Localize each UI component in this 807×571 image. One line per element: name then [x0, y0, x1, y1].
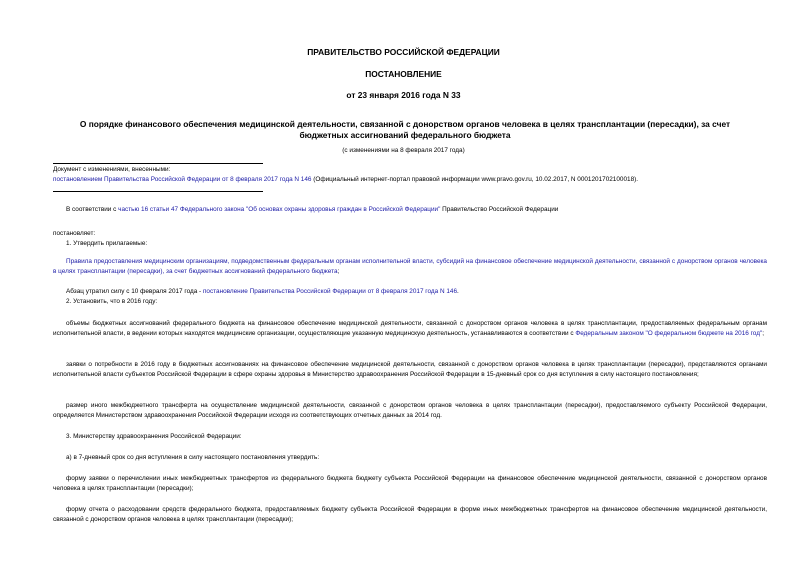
changes-source [53, 175, 767, 185]
paragraph-resolves: постановляет: [53, 230, 96, 237]
transfer-text: размер иного межбюджетного трансферта на осуществление медицинской деятельности, связанной с донорством органов человека в целях трансплантации (пересадки), предоставляемого субъекту Российской Федерации, определяется Министерством здравоохранения Российской Федерации исходя из соответствующих отчетных данных за 2014 год. [53, 402, 767, 419]
paragraph-rules [53, 257, 767, 276]
government-heading: ПРАВИТЕЛЬСТВО РОССИЙСКОЙ ФЕДЕРАЦИИ [307, 47, 500, 57]
rules-link[interactable]: Правила предоставления медицинским организациям, подведомственным федеральным органам исполнительной власти, субсидий на финансовое обеспечение медицинской деятельности, связанной с донорством органов человека в целях трансплантации (пересадки), за счет бюджетных ассигнований федерального бюджета [53, 258, 767, 275]
paragraph-transfer [53, 401, 767, 420]
paragraph-form-request [53, 474, 767, 493]
repealed-tail: . [457, 288, 459, 295]
requests-text: заявки о потребности в 2016 году в бюджетных ассигнованиях на финансовое обеспечение медицинской деятельности, связанной с донорством органов человека в целях трансплантации (пересадки), представляются органами исполнительной власти субъектов Российской Федерации в сфере охраны здоровья в Министерство здравоохранения Российской Федерации в 15-дневный срок со дня вступления в силу настоящего постановления; [53, 361, 767, 378]
form-report-text: форму отчета о расходовании средств федерального бюджета, предоставляемых бюджету субъекта Российской Федерации в форме иных межбюджетных трансфертов на финансовое обеспечение медицинской деятельности, связанной с донорством органов человека в целях трансплантации (пересадки); [53, 506, 767, 523]
preamble-tail: Правительство Российской Федерации [440, 206, 559, 213]
repealed-text: Абзац утратил силу с 10 февраля 2017 года - [66, 288, 203, 295]
document-date-number: от 23 января 2016 года N 33 [346, 90, 461, 100]
paragraph-item-3a: а) в 7-дневный срок со дня вступления в силу настоящего постановления утвердить: [66, 454, 320, 461]
document-type: ПОСТАНОВЛЕНИЕ [365, 69, 442, 79]
budget-law-link[interactable]: Федеральным законом "О федеральном бюджете на 2016 год" [575, 329, 763, 337]
divider-bottom [53, 191, 263, 192]
budget-text: объемы бюджетных ассигнований федерального бюджета на финансовое обеспечение медицинской деятельности, связанной с донорством органов человека в целях трансплантации, предоставляемых федеральным органам исполнительной власти, в ведении которых находятся медицинские организации, осуществляющие указанную медицинскую деятельность, устанавливаются в соответствии с [53, 320, 767, 337]
paragraph-item-1: 1. Утвердить прилагаемые: [66, 240, 148, 247]
law-link[interactable]: частью 16 статьи 47 Федерального закона "Об основах охраны здоровья граждан в Российской Федерации" [118, 206, 441, 213]
document-title: О порядке финансового обеспечения медицинской деятельности, связанной с донорством органов человека в целях трансплантации (пересадки), за счет бюджетных ассигнований федерального бюджета [79, 119, 731, 140]
paragraph-repealed [53, 287, 767, 297]
rules-tail: ; [337, 267, 340, 275]
form-request-text: форму заявки о перечислении иных межбюджетных трансфертов из федерального бюджета бюджету субъекта Российской Федерации на финансовое обеспечение медицинской деятельности, связанной с донорством органов человека в целях трансплантации (пересадки); [53, 475, 767, 492]
amendment-link[interactable]: постановлением Правительства Российской Федерации от 8 февраля 2017 года N 146 [53, 175, 312, 183]
repeal-link[interactable]: постановление Правительства Российской Федерации от 8 февраля 2017 года N 146 [202, 288, 458, 295]
paragraph-budget [53, 319, 767, 338]
changes-block [53, 165, 767, 184]
paragraph-item-2: 2. Установить, что в 2016 году: [66, 298, 158, 305]
changes-note: (с изменениями на 8 февраля 2017 года) [342, 147, 465, 154]
paragraph-requests [53, 360, 767, 379]
changes-line: Документ с изменениями, внесенными: [53, 166, 171, 173]
divider-top [53, 163, 263, 164]
paragraph-form-report [53, 505, 767, 524]
paragraph-preamble [53, 205, 767, 215]
budget-tail: ; [762, 329, 764, 337]
amendment-source-text: (Официальный интернет-портал правовой информации www.pravo.gov.ru, 10.02.2017, N 0001201702100018). [311, 175, 639, 183]
paragraph-item-3: 3. Министерству здравоохранения Российской Федерации: [66, 433, 242, 440]
preamble-text: В соответствии с [66, 206, 119, 213]
